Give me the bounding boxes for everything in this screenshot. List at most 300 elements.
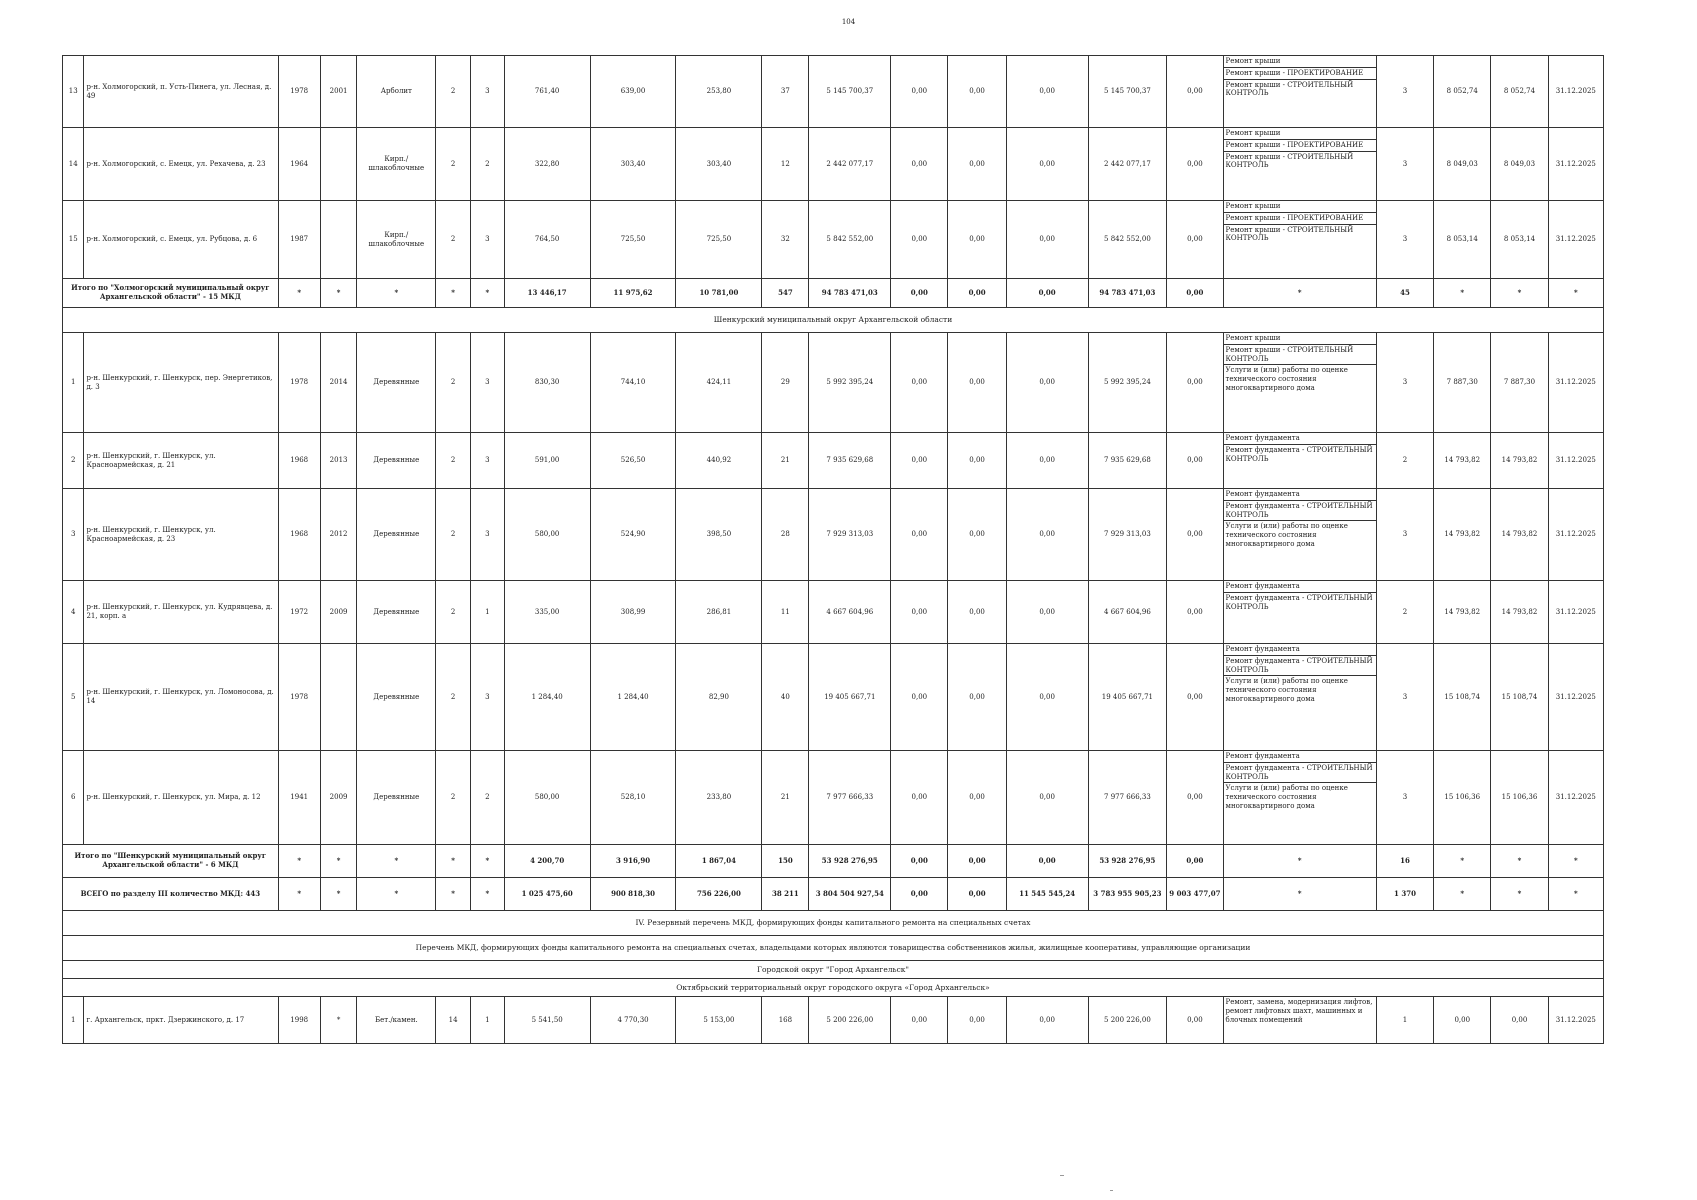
row-number: 1: [63, 333, 84, 433]
work-item: Ремонт фундамента - СТРОИТЕЛЬНЫЙ КОНТРОЛЬ: [1225, 445, 1373, 463]
entrances-cell: 3: [470, 333, 504, 433]
area-owned-cell: 303,40: [676, 128, 762, 201]
placeholder-star: *: [278, 279, 320, 308]
total-area-living: 900 818,30: [590, 878, 676, 911]
table-row: [63, 489, 1604, 581]
works-cell: [1223, 997, 1376, 1044]
area-total-cell: 591,00: [504, 433, 590, 489]
fund-other-cell: 0,00: [1167, 333, 1223, 433]
table-row: [63, 433, 1604, 489]
section-title-shenkursk: Шенкурский муниципальный округ Архангельской области: [63, 308, 1604, 333]
deadline-cell: 31.12.2025: [1548, 581, 1603, 644]
residents-cell: 21: [762, 751, 809, 845]
fund-other-cell: 0,00: [1167, 201, 1223, 279]
section-subtitle-reserve: Перечень МКД, формирующих фонды капитального ремонта на специальных счетах, владельцами которых являются товарищества собственников жилья, жилищные кооперативы, управляющие организации: [63, 936, 1604, 961]
reconstruction-year-cell: 2009: [320, 751, 357, 845]
works-list: [1224, 489, 1376, 550]
cost-total-cell: 5 200 226,00: [809, 997, 891, 1044]
works-cell: [1223, 128, 1376, 201]
works-count-cell: 1: [1376, 997, 1433, 1044]
row-number: 1: [63, 997, 84, 1044]
fund-owners-cell: 7 929 313,03: [1088, 489, 1167, 581]
section-title-reserve: IV. Резервный перечень МКД, формирующих фонды капитального ремонта на специальных счетах: [63, 911, 1604, 936]
unit-cost-max-cell: 14 793,82: [1491, 489, 1548, 581]
deadline-cell: 31.12.2025: [1548, 56, 1603, 128]
wall-material-cell: Деревянные: [357, 581, 436, 644]
total-residents: 38 211: [762, 878, 809, 911]
fund-other-cell: 0,00: [1167, 489, 1223, 581]
total-row: [63, 279, 1604, 308]
area-total-cell: 580,00: [504, 489, 590, 581]
area-owned-cell: 253,80: [676, 56, 762, 128]
fund-other-cell: 0,00: [1167, 56, 1223, 128]
unit-cost-max-cell: 7 887,30: [1491, 333, 1548, 433]
work-item: Ремонт крыши: [1224, 56, 1376, 67]
placeholder-star: *: [320, 878, 357, 911]
fund-federal-cell: 0,00: [891, 128, 948, 201]
unit-cost-cell: 14 793,82: [1434, 433, 1491, 489]
total-fund-other: 0,00: [1167, 845, 1223, 878]
placeholder-star: *: [470, 279, 504, 308]
total-area-owned: 1 867,04: [676, 845, 762, 878]
total-label: Итого по "Шенкурский муниципальный округ Архангельской области" - 6 МКД: [63, 845, 279, 878]
row-number: 14: [63, 128, 84, 201]
placeholder-star: *: [1434, 279, 1491, 308]
fund-owners-cell: 5 992 395,24: [1088, 333, 1167, 433]
fund-regional-cell: 0,00: [948, 581, 1006, 644]
works-cell: [1223, 751, 1376, 845]
address-cell: р-н. Холмогорский, п. Усть-Пинега, ул. Лесная, д. 49: [84, 56, 278, 128]
wall-material-cell: Кирп./ шлакоблочные: [357, 201, 436, 279]
year-built-cell: 1968: [278, 489, 320, 581]
fund-regional-cell: 0,00: [948, 56, 1006, 128]
unit-cost-cell: 7 887,30: [1434, 333, 1491, 433]
fund-municipal-cell: 0,00: [1006, 751, 1088, 845]
fund-owners-cell: 5 200 226,00: [1088, 997, 1167, 1044]
total-area-owned: 10 781,00: [676, 279, 762, 308]
fund-municipal-cell: 0,00: [1006, 644, 1088, 751]
fund-municipal-cell: 0,00: [1006, 56, 1088, 128]
table-row: [63, 581, 1604, 644]
total-fund-regional: 0,00: [948, 279, 1006, 308]
works-list: [1224, 751, 1376, 812]
fund-regional-cell: 0,00: [948, 201, 1006, 279]
wall-material-cell: Арболит: [357, 56, 436, 128]
floors-cell: 14: [436, 997, 471, 1044]
deadline-cell: 31.12.2025: [1548, 489, 1603, 581]
total-fund-owners: 3 783 955 905,23: [1088, 878, 1167, 911]
works-list: [1224, 644, 1376, 705]
total-residents: 547: [762, 279, 809, 308]
reconstruction-year-cell: [320, 128, 357, 201]
area-living-cell: 1 284,40: [590, 644, 676, 751]
fund-federal-cell: 0,00: [891, 751, 948, 845]
total-fund-owners: 94 783 471,03: [1088, 279, 1167, 308]
fund-federal-cell: 0,00: [891, 433, 948, 489]
fund-regional-cell: 0,00: [948, 751, 1006, 845]
placeholder-star: *: [470, 845, 504, 878]
area-owned-cell: 398,50: [676, 489, 762, 581]
table-row: [63, 128, 1604, 201]
area-total-cell: 830,30: [504, 333, 590, 433]
placeholder-star: *: [1548, 878, 1603, 911]
area-total-cell: 580,00: [504, 751, 590, 845]
page-number: 104: [841, 18, 856, 26]
total-works-count: 1 370: [1376, 878, 1433, 911]
total-label: ВСЕГО по разделу III количество МКД: 443: [63, 878, 279, 911]
works-list: [1224, 201, 1376, 244]
fund-owners-cell: 4 667 604,96: [1088, 581, 1167, 644]
unit-cost-max-cell: 14 793,82: [1491, 433, 1548, 489]
total-fund-municipal: 0,00: [1006, 845, 1088, 878]
fund-other-cell: 0,00: [1167, 433, 1223, 489]
total-fund-municipal: 0,00: [1006, 279, 1088, 308]
total-fund-federal: 0,00: [891, 878, 948, 911]
placeholder-star: *: [436, 279, 471, 308]
row-number: 3: [63, 489, 84, 581]
area-living-cell: 744,10: [590, 333, 676, 433]
placeholder-star: *: [320, 845, 357, 878]
address-cell: р-н. Шенкурский, г. Шенкурск, ул. Ломоносова, д. 14: [84, 644, 278, 751]
fund-regional-cell: 0,00: [948, 997, 1006, 1044]
residents-cell: 168: [762, 997, 809, 1044]
reconstruction-year-cell: 2014: [320, 333, 357, 433]
fund-federal-cell: 0,00: [891, 333, 948, 433]
unit-cost-max-cell: 8 052,74: [1491, 56, 1548, 128]
works-count-cell: 2: [1376, 581, 1433, 644]
placeholder-star: *: [1491, 279, 1548, 308]
total-fund-regional: 0,00: [948, 878, 1006, 911]
total-works-count: 45: [1376, 279, 1433, 308]
total-cost-total: 94 783 471,03: [809, 279, 891, 308]
fund-federal-cell: 0,00: [891, 581, 948, 644]
scan-artifact: [1060, 1175, 1064, 1176]
works-count-cell: 3: [1376, 201, 1433, 279]
fund-municipal-cell: 0,00: [1006, 201, 1088, 279]
unit-cost-max-cell: 8 053,14: [1491, 201, 1548, 279]
placeholder-star: *: [278, 878, 320, 911]
unit-cost-max-cell: 15 108,74: [1491, 644, 1548, 751]
fund-regional-cell: 0,00: [948, 489, 1006, 581]
year-built-cell: 1978: [278, 333, 320, 433]
area-total-cell: 335,00: [504, 581, 590, 644]
table-row: [63, 997, 1604, 1044]
table-row: [63, 751, 1604, 845]
area-living-cell: 303,40: [590, 128, 676, 201]
work-item: Ремонт фундамента - СТРОИТЕЛЬНЫЙ КОНТРОЛЬ: [1225, 593, 1373, 611]
entrances-cell: 3: [470, 201, 504, 279]
wall-material-cell: Кирп./ шлакоблочные: [357, 128, 436, 201]
entrances-cell: 2: [470, 128, 504, 201]
work-item: Услуги и (или) работы по оценке технического состояния многоквартирного дома: [1225, 784, 1348, 810]
works-list: [1224, 433, 1376, 464]
entrances-cell: 1: [470, 581, 504, 644]
total-residents: 150: [762, 845, 809, 878]
residents-cell: 21: [762, 433, 809, 489]
address-cell: р-н. Шенкурский, г. Шенкурск, ул. Кудрявцева, д. 21, корп. а: [84, 581, 278, 644]
works-count-cell: 3: [1376, 128, 1433, 201]
residents-cell: 40: [762, 644, 809, 751]
section-row: [63, 961, 1604, 979]
residents-cell: 32: [762, 201, 809, 279]
area-living-cell: 528,10: [590, 751, 676, 845]
cost-total-cell: 7 935 629,68: [809, 433, 891, 489]
work-item: Ремонт фундамента: [1224, 581, 1376, 592]
floors-cell: 2: [436, 201, 471, 279]
deadline-cell: 31.12.2025: [1548, 644, 1603, 751]
deadline-cell: 31.12.2025: [1548, 997, 1603, 1044]
reconstruction-year-cell: 2009: [320, 581, 357, 644]
placeholder-star: *: [357, 845, 436, 878]
deadline-cell: 31.12.2025: [1548, 751, 1603, 845]
placeholder-star: *: [357, 279, 436, 308]
cost-total-cell: 4 667 604,96: [809, 581, 891, 644]
year-built-cell: 1998: [278, 997, 320, 1044]
deadline-cell: 31.12.2025: [1548, 433, 1603, 489]
floors-cell: 2: [436, 56, 471, 128]
total-row: [63, 878, 1604, 911]
placeholder-star: *: [1223, 279, 1376, 308]
total-cost-total: 53 928 276,95: [809, 845, 891, 878]
work-item: Ремонт фундамента: [1224, 644, 1376, 655]
fund-municipal-cell: 0,00: [1006, 333, 1088, 433]
cost-total-cell: 2 442 077,17: [809, 128, 891, 201]
address-cell: р-н. Холмогорский, с. Емецк, ул. Рубцова, д. 6: [84, 201, 278, 279]
reconstruction-year-cell: 2001: [320, 56, 357, 128]
total-row: [63, 845, 1604, 878]
address-cell: р-н. Шенкурский, г. Шенкурск, ул. Красноармейская, д. 23: [84, 489, 278, 581]
placeholder-star: *: [1434, 878, 1491, 911]
placeholder-star: *: [1548, 845, 1603, 878]
cost-total-cell: 5 145 700,37: [809, 56, 891, 128]
area-owned-cell: 233,80: [676, 751, 762, 845]
unit-cost-cell: 8 053,14: [1434, 201, 1491, 279]
reconstruction-year-cell: *: [320, 997, 357, 1044]
wall-material-cell: Деревянные: [357, 433, 436, 489]
work-item: Ремонт фундамента: [1224, 751, 1376, 762]
table-row: [63, 56, 1604, 128]
unit-cost-max-cell: 15 106,36: [1491, 751, 1548, 845]
reconstruction-year-cell: [320, 644, 357, 751]
row-number: 15: [63, 201, 84, 279]
work-item: Ремонт крыши - СТРОИТЕЛЬНЫЙ КОНТРОЛЬ: [1225, 152, 1354, 170]
unit-cost-cell: 14 793,82: [1434, 489, 1491, 581]
total-area-living: 3 916,90: [590, 845, 676, 878]
wall-material-cell: Бет./камен.: [357, 997, 436, 1044]
fund-owners-cell: 7 977 666,33: [1088, 751, 1167, 845]
work-item: Ремонт фундамента: [1224, 433, 1376, 444]
area-owned-cell: 440,92: [676, 433, 762, 489]
fund-owners-cell: 7 935 629,68: [1088, 433, 1167, 489]
section-row: [63, 936, 1604, 961]
unit-cost-cell: 8 049,03: [1434, 128, 1491, 201]
placeholder-star: *: [278, 845, 320, 878]
section-row: [63, 979, 1604, 997]
unit-cost-cell: 0,00: [1434, 997, 1491, 1044]
unit-cost-cell: 15 106,36: [1434, 751, 1491, 845]
area-living-cell: 526,50: [590, 433, 676, 489]
unit-cost-max-cell: 14 793,82: [1491, 581, 1548, 644]
works-list: [1224, 56, 1376, 99]
unit-cost-max-cell: 8 049,03: [1491, 128, 1548, 201]
year-built-cell: 1964: [278, 128, 320, 201]
area-owned-cell: 286,81: [676, 581, 762, 644]
entrances-cell: 3: [470, 489, 504, 581]
work-item: Ремонт фундамента - СТРОИТЕЛЬНЫЙ КОНТРОЛЬ: [1224, 500, 1376, 521]
year-built-cell: 1978: [278, 644, 320, 751]
works-count-cell: 3: [1376, 56, 1433, 128]
entrances-cell: 3: [470, 644, 504, 751]
fund-federal-cell: 0,00: [891, 489, 948, 581]
works-list: [1224, 581, 1376, 612]
placeholder-star: *: [1223, 845, 1376, 878]
fund-owners-cell: 5 842 552,00: [1088, 201, 1167, 279]
unit-cost-cell: 8 052,74: [1434, 56, 1491, 128]
work-item: Ремонт крыши - ПРОЕКТИРОВАНИЕ: [1224, 212, 1376, 224]
total-area-living: 11 975,62: [590, 279, 676, 308]
area-living-cell: 308,99: [590, 581, 676, 644]
wall-material-cell: Деревянные: [357, 489, 436, 581]
works-count-cell: 3: [1376, 333, 1433, 433]
total-area-total: 1 025 475,60: [504, 878, 590, 911]
fund-municipal-cell: 0,00: [1006, 433, 1088, 489]
fund-municipal-cell: 0,00: [1006, 489, 1088, 581]
section-title-district: Октябрьский территориальный округ городского округа «Город Архангельск»: [63, 979, 1604, 997]
work-item: Ремонт крыши - СТРОИТЕЛЬНЫЙ КОНТРОЛЬ: [1224, 344, 1376, 365]
works-cell: [1223, 333, 1376, 433]
fund-owners-cell: 2 442 077,17: [1088, 128, 1167, 201]
reconstruction-year-cell: 2013: [320, 433, 357, 489]
wall-material-cell: Деревянные: [357, 333, 436, 433]
works-cell: [1223, 433, 1376, 489]
works-count-cell: 3: [1376, 751, 1433, 845]
residents-cell: 11: [762, 581, 809, 644]
work-item: Ремонт крыши - ПРОЕКТИРОВАНИЕ: [1224, 67, 1376, 79]
works-count-cell: 2: [1376, 433, 1433, 489]
fund-regional-cell: 0,00: [948, 644, 1006, 751]
area-living-cell: 524,90: [590, 489, 676, 581]
placeholder-star: *: [436, 845, 471, 878]
works-cell: [1223, 581, 1376, 644]
works-cell: [1223, 489, 1376, 581]
fund-municipal-cell: 0,00: [1006, 581, 1088, 644]
fund-federal-cell: 0,00: [891, 201, 948, 279]
works-count-cell: 3: [1376, 489, 1433, 581]
residents-cell: 12: [762, 128, 809, 201]
row-number: 4: [63, 581, 84, 644]
section-title-city: Городской округ "Город Архангельск": [63, 961, 1604, 979]
table-row: [63, 333, 1604, 433]
area-owned-cell: 725,50: [676, 201, 762, 279]
entrances-cell: 1: [470, 997, 504, 1044]
total-fund-other: 0,00: [1167, 279, 1223, 308]
area-living-cell: 639,00: [590, 56, 676, 128]
cost-total-cell: 5 842 552,00: [809, 201, 891, 279]
total-fund-owners: 53 928 276,95: [1088, 845, 1167, 878]
area-total-cell: 764,50: [504, 201, 590, 279]
fund-other-cell: 0,00: [1167, 581, 1223, 644]
capital-repair-register-table: [62, 55, 1604, 1044]
address-cell: р-н. Шенкурский, г. Шенкурск, ул. Мира, д. 12: [84, 751, 278, 845]
reconstruction-year-cell: 2012: [320, 489, 357, 581]
works-list: [1224, 128, 1376, 171]
works-list: [1224, 333, 1376, 394]
placeholder-star: *: [320, 279, 357, 308]
deadline-cell: 31.12.2025: [1548, 128, 1603, 201]
table-row: [63, 644, 1604, 751]
area-total-cell: 1 284,40: [504, 644, 590, 751]
year-built-cell: 1968: [278, 433, 320, 489]
fund-other-cell: 0,00: [1167, 751, 1223, 845]
fund-regional-cell: 0,00: [948, 128, 1006, 201]
fund-other-cell: 0,00: [1167, 644, 1223, 751]
row-number: 5: [63, 644, 84, 751]
total-works-count: 16: [1376, 845, 1433, 878]
floors-cell: 2: [436, 751, 471, 845]
floors-cell: 2: [436, 433, 471, 489]
fund-federal-cell: 0,00: [891, 56, 948, 128]
fund-owners-cell: 19 405 667,71: [1088, 644, 1167, 751]
work-item: Ремонт крыши - СТРОИТЕЛЬНЫЙ КОНТРОЛЬ: [1225, 225, 1354, 243]
total-fund-regional: 0,00: [948, 845, 1006, 878]
address-cell: р-н. Холмогорский, с. Емецк, ул. Рехачева, д. 23: [84, 128, 278, 201]
work-item: Ремонт фундамента: [1224, 489, 1376, 500]
cost-total-cell: 5 992 395,24: [809, 333, 891, 433]
placeholder-star: *: [357, 878, 436, 911]
address-cell: г. Архангельск, пркт. Дзержинского, д. 17: [84, 997, 278, 1044]
row-number: 13: [63, 56, 84, 128]
entrances-cell: 3: [470, 433, 504, 489]
work-item: Услуги и (или) работы по оценке технического состояния многоквартирного дома: [1225, 366, 1348, 392]
area-owned-cell: 424,11: [676, 333, 762, 433]
area-total-cell: 761,40: [504, 56, 590, 128]
fund-federal-cell: 0,00: [891, 644, 948, 751]
wall-material-cell: Деревянные: [357, 751, 436, 845]
fund-other-cell: 0,00: [1167, 997, 1223, 1044]
year-built-cell: 1941: [278, 751, 320, 845]
total-area-total: 4 200,70: [504, 845, 590, 878]
work-item: Услуги и (или) работы по оценке технического состояния многоквартирного дома: [1225, 677, 1348, 703]
cost-total-cell: 19 405 667,71: [809, 644, 891, 751]
placeholder-star: *: [1434, 845, 1491, 878]
unit-cost-max-cell: 0,00: [1491, 997, 1548, 1044]
scan-artifact: [1110, 1190, 1113, 1191]
address-cell: р-н. Шенкурский, г. Шенкурск, пер. Энергетиков, д. 3: [84, 333, 278, 433]
placeholder-star: *: [436, 878, 471, 911]
works-cell: [1223, 56, 1376, 128]
placeholder-star: *: [470, 878, 504, 911]
row-number: 2: [63, 433, 84, 489]
fund-regional-cell: 0,00: [948, 433, 1006, 489]
total-area-total: 13 446,17: [504, 279, 590, 308]
work-item: Ремонт, замена, модернизация лифтов, ремонт лифтовых шахт, машинных и блочных помещений: [1225, 998, 1373, 1024]
total-label: Итого по "Холмогорский муниципальный округ Архангельской области" - 15 МКД: [63, 279, 279, 308]
unit-cost-cell: 15 108,74: [1434, 644, 1491, 751]
residents-cell: 37: [762, 56, 809, 128]
entrances-cell: 3: [470, 56, 504, 128]
work-item: Услуги и (или) работы по оценке технического состояния многоквартирного дома: [1225, 522, 1348, 548]
total-fund-other: 9 003 477,07: [1167, 878, 1223, 911]
works-list: [1224, 997, 1376, 1025]
area-owned-cell: 82,90: [676, 644, 762, 751]
residents-cell: 29: [762, 333, 809, 433]
fund-owners-cell: 5 145 700,37: [1088, 56, 1167, 128]
work-item: Ремонт крыши - СТРОИТЕЛЬНЫЙ КОНТРОЛЬ: [1225, 80, 1354, 98]
fund-other-cell: 0,00: [1167, 128, 1223, 201]
year-built-cell: 1987: [278, 201, 320, 279]
fund-municipal-cell: 0,00: [1006, 997, 1088, 1044]
section-row: [63, 911, 1604, 936]
